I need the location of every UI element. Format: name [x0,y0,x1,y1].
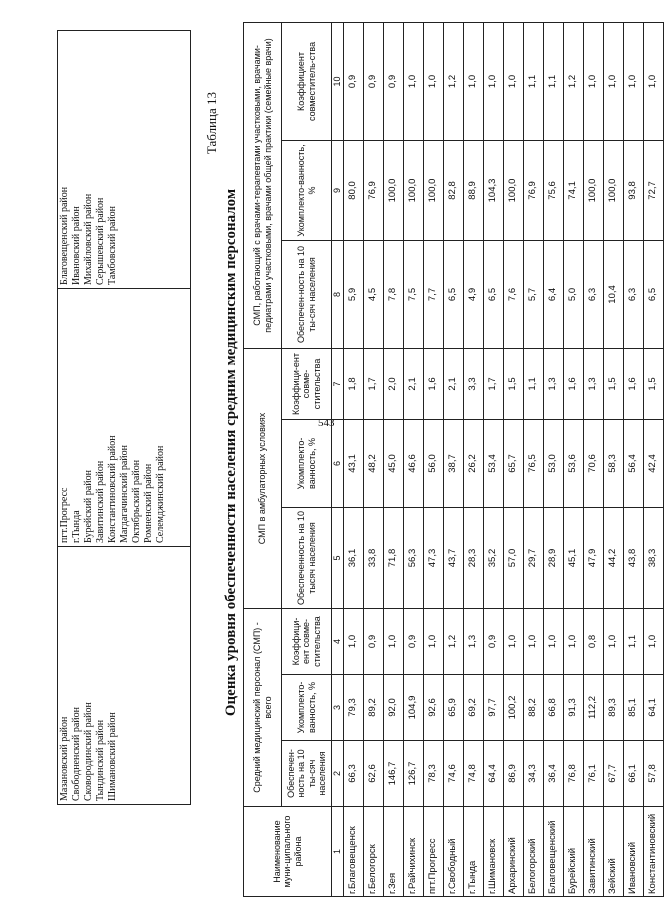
table-cell: 1,0 [624,22,644,140]
table-row [624,22,644,896]
district-name: Бурейский район [83,470,94,543]
district-name: Серышевский район [95,197,106,285]
table-cell: 92,6 [424,675,444,741]
table-cell: 42,4 [644,419,664,507]
table-row [344,22,364,896]
table-cell: 1,0 [504,22,524,140]
table-cell: 1,8 [344,348,364,419]
district-name: Ромненский район [143,463,154,543]
table-cell: 1,2 [564,22,584,140]
header-staffing: Укомплекто-ванность, % [282,675,332,741]
table-cell: 1,0 [524,608,544,674]
table-cell: 6,3 [584,240,604,348]
table-cell: 76,9 [364,140,384,240]
table-cell: 7,6 [504,240,524,348]
table-cell: 100,0 [424,140,444,240]
table-row [424,22,444,896]
header-group-total: Средний медицинский персонал (СМП) - всего [244,608,282,806]
table-cell: 79,3 [344,675,364,741]
table-cell: 93,8 [624,140,644,240]
district-column-3 [58,31,191,289]
table-cell: 74,8 [464,741,484,807]
table-cell: 64,1 [644,675,664,741]
table-cell: 33,8 [364,507,384,608]
table-cell: 57,0 [504,507,524,608]
table-cell: 76,5 [524,419,544,507]
district-name: Константиновский район [107,435,118,543]
table-cell: 53,6 [564,419,584,507]
table-cell: 69,2 [464,675,484,741]
table-cell: 80,0 [344,140,364,240]
header-coefficient: Коэффициент совместитель-ства [282,22,332,140]
table-cell: 74,6 [444,741,464,807]
table-cell: 112,2 [584,675,604,741]
table-cell: 5,7 [524,240,544,348]
column-number: 8 [332,240,344,348]
table-cell: 6,3 [624,240,644,348]
table-cell: 0,9 [344,22,364,140]
table-cell: 100,0 [404,140,424,240]
table-cell: 57,8 [644,741,664,807]
table-cell: 64,4 [484,741,504,807]
table-cell: 1,3 [544,348,564,419]
table-cell: 2,0 [384,348,404,419]
district-name: Октябрьский район [131,459,142,543]
municipality-name: Зейский [604,807,624,897]
header-group-ambulatory: СМП в амбулаторных условиях [244,348,282,608]
table-cell: 104,3 [484,140,504,240]
column-number: 4 [332,608,344,674]
table-cell: 1,1 [624,608,644,674]
table-cell: 1,3 [584,348,604,419]
table-cell: 7,7 [424,240,444,348]
table-cell: 1,1 [544,22,564,140]
municipality-name: г.Свободный [444,807,464,897]
table-cell: 1,6 [564,348,584,419]
municipality-name: г.Белогорск [364,807,384,897]
column-number: 1 [332,807,344,897]
header-coefficient: Коэффици-ент совме-стительства [282,608,332,674]
district-name: Сковородинский район [83,702,94,801]
table-cell: 5,9 [344,240,364,348]
table-row [364,22,384,896]
municipality-name: Благовещенский [544,807,564,897]
table-cell: 48,2 [364,419,384,507]
column-number: 6 [332,419,344,507]
district-column-1 [58,547,191,805]
header-group-district-doctors: СМП, работающий с врачами-терапевтами участковыми, врачами-педиатрами участковыми, врачами общей практики (семейные врачи) [244,22,282,348]
table-cell: 28,3 [464,507,484,608]
table-cell: 146,7 [384,741,404,807]
table-cell: 7,5 [404,240,424,348]
municipality-name: Завитинский [584,807,604,897]
table-cell: 45,1 [564,507,584,608]
column-number: 2 [332,741,344,807]
table-cell: 44,2 [604,507,624,608]
header-provision: Обеспечен-ность на 10 ты-сяч населения [282,741,332,807]
table-cell: 1,0 [564,608,584,674]
table-cell: 0,9 [364,608,384,674]
table-cell: 45,0 [384,419,404,507]
table-cell: 4,9 [464,240,484,348]
table-row [544,22,564,896]
table-row [404,22,424,896]
table-cell: 85,1 [624,675,644,741]
table-cell: 0,9 [484,608,504,674]
header-municipality: Наименование муни-ципального района [244,807,332,897]
municipality-name: Бурейский [564,807,584,897]
table-cell: 65,7 [504,419,524,507]
table-cell: 76,9 [524,140,544,240]
municipality-name: Белогорский [524,807,544,897]
table-cell: 6,4 [544,240,564,348]
district-name: Михайловский район [83,193,94,285]
table-cell: 1,5 [504,348,524,419]
column-number: 7 [332,348,344,419]
header-provision: Обеспечен-ность на 10 ты-сяч населения [282,240,332,348]
header-coefficient: Коэффици-ент совме-стительства [282,348,332,419]
table-row [504,22,524,896]
table-cell: 1,7 [364,348,384,419]
municipality-name: г.Шимановск [484,807,504,897]
table-row [384,22,404,896]
table-cell: 0,9 [404,608,424,674]
table-cell: 76,8 [564,741,584,807]
column-number: 3 [332,675,344,741]
table-cell: 1,0 [344,608,364,674]
municipality-name: Ивановский [624,807,644,897]
table-cell: 26,2 [464,419,484,507]
table-cell: 66,8 [544,675,564,741]
column-number: 9 [332,140,344,240]
table-cell: 43,1 [344,419,364,507]
table-cell: 70,6 [584,419,604,507]
district-column-2 [58,289,191,547]
table-cell: 6,5 [444,240,464,348]
table-cell: 58,3 [604,419,624,507]
table-cell: 46,6 [404,419,424,507]
table-cell: 1,0 [584,22,604,140]
table-cell: 1,0 [544,608,564,674]
column-number: 10 [332,22,344,140]
municipality-name: Константиновский [644,807,664,897]
table-row [564,22,584,896]
table-cell: 89,2 [364,675,384,741]
table-cell: 66,3 [344,741,364,807]
table-cell: 82,8 [444,140,464,240]
table-label: Таблица 13 [204,92,219,155]
table-cell: 4,5 [364,240,384,348]
table-cell: 28,9 [544,507,564,608]
table-row [484,22,504,896]
table-cell: 1,0 [424,608,444,674]
table-cell: 100,2 [504,675,524,741]
table-cell: 88,2 [524,675,544,741]
table-cell: 1,3 [464,608,484,674]
table-cell: 75,6 [544,140,564,240]
staffing-table [243,22,664,897]
table-cell: 1,0 [404,22,424,140]
table-cell: 91,3 [564,675,584,741]
table-cell: 56,3 [404,507,424,608]
table-cell: 104,9 [404,675,424,741]
table-cell: 38,3 [644,507,664,608]
table-cell: 92,0 [384,675,404,741]
header-staffing: Укомплекто-ванность, % [282,140,332,240]
table-cell: 0,8 [584,608,604,674]
table-cell: 66,1 [624,741,644,807]
table-cell: 1,5 [644,348,664,419]
table-cell: 1,0 [424,22,444,140]
table-cell: 36,4 [544,741,564,807]
header-provision: Обеспеченность на 10 тысяч населения [282,507,332,608]
table-cell: 3,3 [464,348,484,419]
table-cell: 100,0 [584,140,604,240]
table-cell: 72,7 [644,140,664,240]
table-row [444,22,464,896]
table-row [644,22,664,896]
district-name: Ивановский район [71,206,82,285]
table-cell: 2,1 [404,348,424,419]
table-cell: 89,3 [604,675,624,741]
table-cell: 56,0 [424,419,444,507]
district-name: Магдагачинский район [119,445,130,543]
table-cell: 38,7 [444,419,464,507]
table-cell: 53,4 [484,419,504,507]
table-cell: 34,3 [524,741,544,807]
table-cell: 7,8 [384,240,404,348]
table-cell: 100,0 [604,140,624,240]
municipality-name: Архаринский [504,807,524,897]
table-row [464,22,484,896]
table-cell: 100,0 [384,140,404,240]
table-cell: 1,5 [604,348,624,419]
district-name: Тамбовский район [107,205,118,285]
table-cell: 0,9 [364,22,384,140]
header-staffing: Укомплекто-ванность, % [282,419,332,507]
district-name: Завитинский район [95,460,106,543]
municipality-name: пгт.Прогресс [424,807,444,897]
district-name: Шимановский район [107,712,118,801]
table-cell: 67,7 [604,741,624,807]
table-cell: 1,6 [424,348,444,419]
table-cell: 1,2 [444,22,464,140]
table-cell: 100,0 [504,140,524,240]
table-cell: 10,4 [604,240,624,348]
table-title: Оценка уровня обеспеченности населения средним медицинским персоналом [223,188,239,717]
municipality-name: г.Райчихинск [404,807,424,897]
table-body [344,22,664,896]
table-cell: 53,0 [544,419,564,507]
table-cell: 2,1 [444,348,464,419]
district-name: Свободненский район [71,707,82,801]
table-cell: 97,7 [484,675,504,741]
district-name: г.Тында [71,510,82,543]
district-name: Тындинский район [95,719,106,801]
table-cell: 6,5 [484,240,504,348]
table-cell: 1,0 [604,608,624,674]
table-cell: 78,3 [424,741,444,807]
table-cell: 43,7 [444,507,464,608]
table-cell: 71,8 [384,507,404,608]
table-cell: 1,0 [384,608,404,674]
table-cell: 1,0 [644,22,664,140]
table-cell: 62,6 [364,741,384,807]
table-cell: 5,0 [564,240,584,348]
table-cell: 36,1 [344,507,364,608]
table-cell: 88,9 [464,140,484,240]
table-cell: 6,5 [644,240,664,348]
table-cell: 1,7 [484,348,504,419]
district-name: Мазановский район [59,716,70,801]
municipality-name: г.Зея [384,807,404,897]
table-cell: 1,1 [524,22,544,140]
column-number-row [332,22,344,896]
table-cell: 1,1 [524,348,544,419]
district-name: пгт.Прогресс [59,487,70,543]
table-cell: 29,7 [524,507,544,608]
table-cell: 47,9 [584,507,604,608]
district-grouping-table [57,30,191,805]
table-cell: 43,8 [624,507,644,608]
district-name: Благовещенский район [59,186,70,285]
table-cell: 1,0 [484,22,504,140]
table-cell: 0,9 [384,22,404,140]
table-cell: 47,3 [424,507,444,608]
table-cell: 1,0 [464,22,484,140]
table-cell: 1,0 [504,608,524,674]
table-cell: 126,7 [404,741,424,807]
municipality-name: г.Благовещенск [344,807,364,897]
table-cell: 76,1 [584,741,604,807]
table-cell: 1,0 [644,608,664,674]
page-number: 543 [318,417,335,429]
table-cell: 1,6 [624,348,644,419]
table-row [524,22,544,896]
table-cell: 86,9 [504,741,524,807]
district-name: Селемджинский район [155,445,166,543]
table-cell: 56,4 [624,419,644,507]
column-number: 5 [332,507,344,608]
table-cell: 65,9 [444,675,464,741]
table-cell: 74,1 [564,140,584,240]
table-row [584,22,604,896]
table-cell: 35,2 [484,507,504,608]
table-row [604,22,624,896]
table-cell: 1,0 [604,22,624,140]
table-cell: 1,2 [444,608,464,674]
municipality-name: г.Тында [464,807,484,897]
